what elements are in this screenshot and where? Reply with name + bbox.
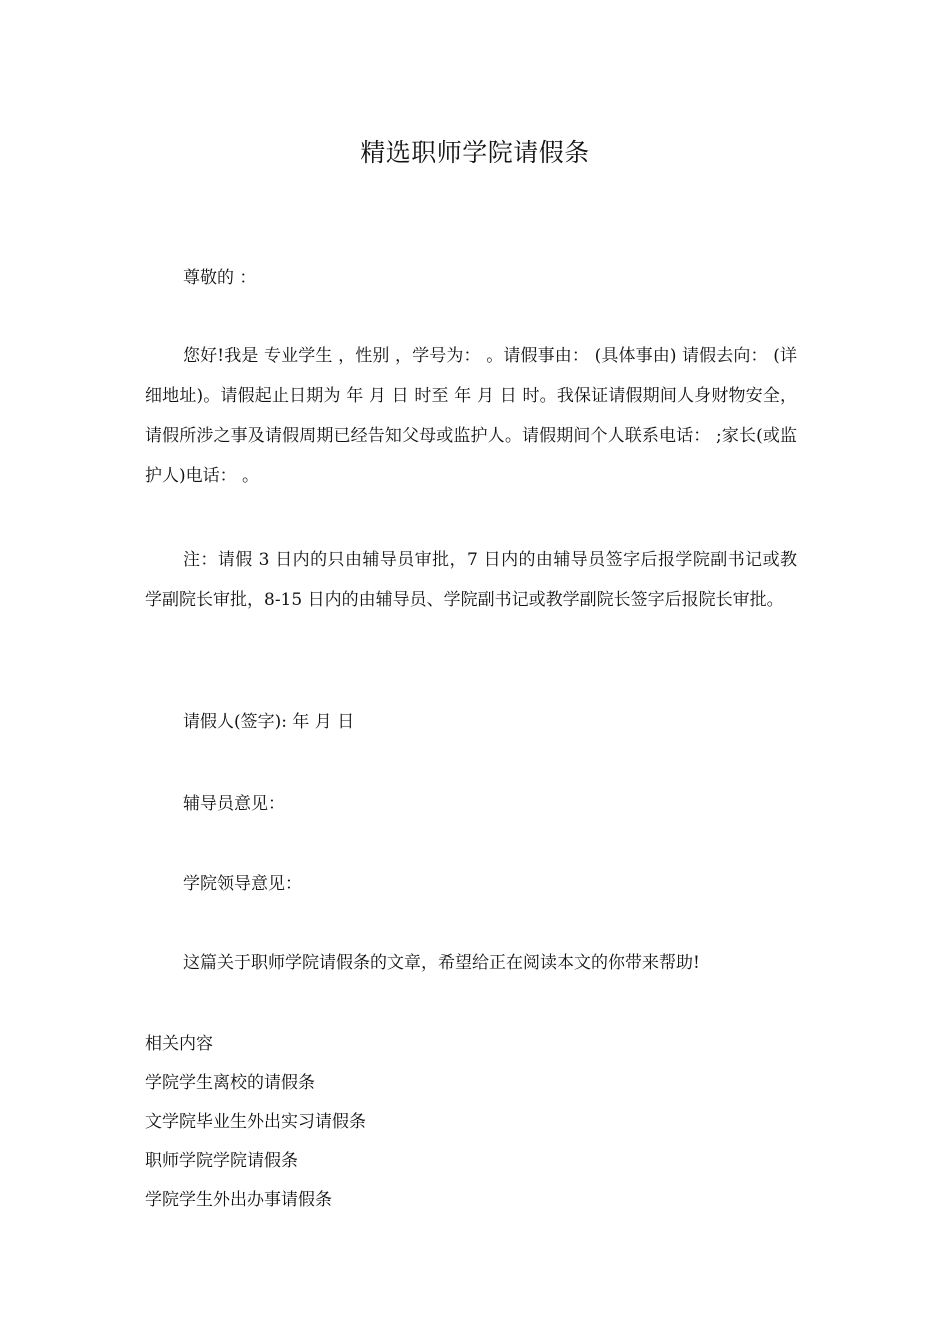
counselor-opinion: 辅导员意见：: [183, 794, 285, 814]
related-link-item[interactable]: 文学院毕业生外出实习请假条: [145, 1112, 366, 1132]
closing-text: 这篇关于职师学院请假条的文章，希望给正在阅读本文的你带来帮助!: [183, 953, 700, 973]
salutation: 尊敬的 ：: [183, 268, 257, 288]
signature-line: 请假人(签字): 年 月 日: [183, 712, 355, 732]
body-paragraph: 您好!我是 专业学生 ，性别 ，学号为： 。请假事由： (具体事由) 请假去向： (详细地址)。请假起止日期为 年 月 日 时至 年 月 日 时。我保证请假期间人身财物安全，请假所涉之事及请假周期已经告知父母或监护人。请假期间个人联系电话： ;家长(或监护人)电话： 。: [145, 346, 797, 486]
leader-opinion: 学院领导意见：: [183, 874, 302, 894]
related-link-item[interactable]: 学院学生离校的请假条: [145, 1073, 315, 1093]
document-title: 精选职师学院请假条: [360, 138, 590, 167]
related-link-item[interactable]: 学院学生外出办事请假条: [145, 1190, 332, 1210]
related-heading: 相关内容: [145, 1034, 213, 1054]
related-link-item[interactable]: 职师学院学院请假条: [145, 1151, 298, 1171]
related-content-section: [145, 1025, 797, 1220]
note-paragraph: 注：请假 3 日内的只由辅导员审批，7 日内的由辅导员签字后报学院副书记或教学副院长审批，8-15 日内的由辅导员、学院副书记或教学副院长签字后报院长审批。: [145, 550, 797, 610]
